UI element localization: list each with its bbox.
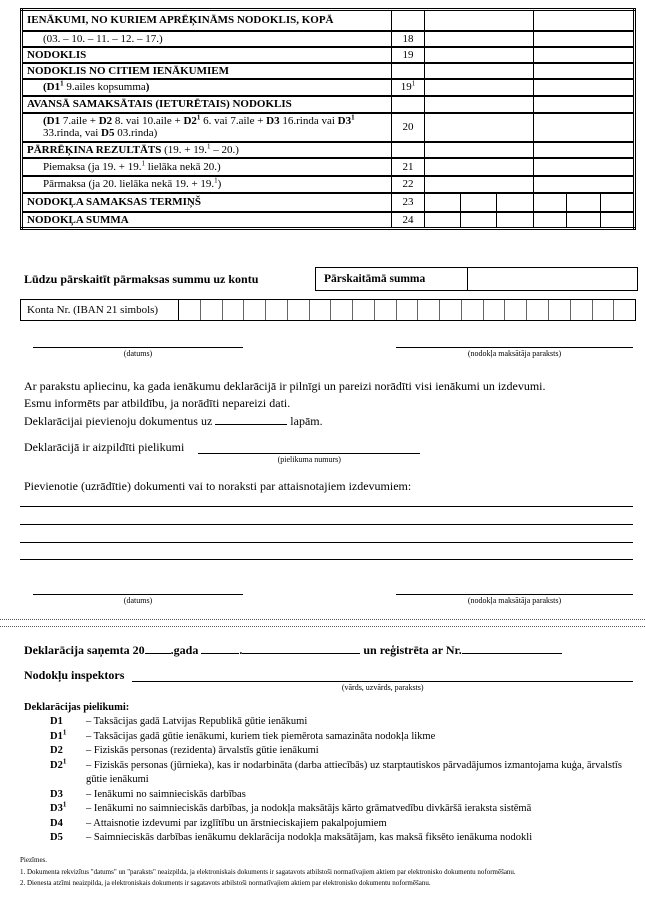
table-row xyxy=(22,47,635,63)
row-label: NODOKĻA SUMMA xyxy=(22,212,392,229)
annex-number-line[interactable] xyxy=(198,440,420,454)
iban-char-cell[interactable] xyxy=(484,300,506,320)
row-code: 19 xyxy=(392,47,425,63)
value-cell[interactable] xyxy=(534,158,635,176)
value-cell[interactable] xyxy=(425,96,534,113)
iban-char-cell[interactable] xyxy=(614,300,635,320)
annex-code: $D1^1$ xyxy=(50,728,67,742)
annex-item xyxy=(24,730,630,745)
received-day-blank[interactable] xyxy=(201,641,239,654)
transfer-amount-box xyxy=(315,267,638,291)
value-cell[interactable] xyxy=(534,212,567,229)
received-segment: .gada xyxy=(170,643,199,657)
iban-char-cell[interactable] xyxy=(179,300,201,320)
received-month-blank[interactable] xyxy=(242,641,360,654)
value-cell[interactable] xyxy=(425,142,534,158)
iban-row xyxy=(20,299,636,321)
value-cell[interactable] xyxy=(425,79,534,96)
annex-text: – Taksācijas gadā gūtie ienākumi, kuriem tiek piemērota samazināta nodokļa likme xyxy=(86,730,436,742)
declaration-received-row xyxy=(24,641,634,658)
value-cell[interactable] xyxy=(425,212,461,229)
iban-char-cell[interactable] xyxy=(244,300,266,320)
iban-char-cell[interactable] xyxy=(418,300,440,320)
table-row xyxy=(22,96,635,113)
writing-line[interactable] xyxy=(20,542,633,543)
value-cell[interactable] xyxy=(425,176,534,193)
annex-item xyxy=(24,817,630,832)
value-cell[interactable] xyxy=(534,176,635,193)
value-cell[interactable] xyxy=(425,113,534,142)
annex-code: D1 xyxy=(50,716,63,727)
value-cell[interactable] xyxy=(497,212,534,229)
row-code: 20 xyxy=(392,113,425,142)
annex-item xyxy=(24,831,630,846)
row-label: NODOKĻA SAMAKSAS TERMIŅŠ xyxy=(22,193,392,212)
perforation-line xyxy=(0,619,645,620)
writing-line[interactable] xyxy=(20,506,633,507)
value-cell[interactable] xyxy=(534,47,635,63)
annex-text: – Attaisnotie izdevumi par izglītību un ārstnieciskajiem pakalpojumiem xyxy=(86,817,387,829)
signature2-date-field xyxy=(33,584,243,605)
annex-list-heading: Deklarācijas pielikumi: xyxy=(24,702,130,713)
table-row xyxy=(22,31,635,47)
iban-char-cell[interactable] xyxy=(549,300,571,320)
row-label: (03. – 10. – 11. – 12. – 17.) xyxy=(22,31,392,47)
writing-line[interactable] xyxy=(20,559,633,560)
date-line[interactable] xyxy=(33,337,243,348)
value-cell[interactable] xyxy=(425,31,534,47)
annexes-filled-label: Deklarācijā ir aizpildīti pielikumi xyxy=(24,440,185,454)
iban-char-cell[interactable] xyxy=(397,300,419,320)
notes-section xyxy=(20,855,634,890)
inspector-label: Nodokļu inspektors xyxy=(24,668,125,682)
annex-code: D2 xyxy=(50,745,63,756)
writing-line[interactable] xyxy=(20,524,633,525)
table-row xyxy=(22,158,635,176)
annex-item xyxy=(24,759,630,788)
iban-char-cell[interactable] xyxy=(353,300,375,320)
annex-code: $D3^1$ xyxy=(50,800,67,814)
row-code: $19^1$ xyxy=(392,79,425,96)
annex-code: $D2^1$ xyxy=(50,757,67,771)
affirmation-line-1: Ar parakstu apliecinu, ka gada ienākumu deklarācijā ir pilnīgi un pareizi norādīti visi ienākumi un izdevumi. xyxy=(24,379,546,393)
annex-text: – Fiziskās personas (jūrnieka), kas ir nodarbināta (darba attiecībās) uz starptautiskos pārvadājumos izmantojama kuģa, ārvalstīs gūtie ienākumi xyxy=(86,759,622,785)
received-number-blank[interactable] xyxy=(462,641,562,654)
inspector-row xyxy=(24,668,633,692)
value-cell[interactable] xyxy=(534,193,567,212)
value-cell[interactable] xyxy=(425,10,534,31)
pages-count-blank[interactable] xyxy=(215,412,287,425)
signature-sign-field xyxy=(396,337,633,358)
inspector-hint: (vārds, uzvārds, paraksts) xyxy=(341,683,424,692)
date-hint: (datums) xyxy=(123,349,153,358)
table-row xyxy=(22,113,635,142)
signature-line[interactable] xyxy=(396,584,633,595)
attached-documents-heading: Pievienotie (uzrādītie) dokumenti vai to noraksti par attaisnotajiem izdevumiem: xyxy=(24,479,412,493)
note-item: 1. Dokumenta rekvizītus "datums" un "paraksts" neaizpilda, ja elektroniskais dokuments ir sagatavots atbilstoši normatīvajiem aktiem par elektronisko dokumentu noformēšanu. xyxy=(20,867,516,876)
iban-char-cell[interactable] xyxy=(223,300,245,320)
table-row xyxy=(22,176,635,193)
row-code: 21 xyxy=(392,158,425,176)
value-cell[interactable] xyxy=(567,193,601,212)
table-row xyxy=(22,10,635,31)
annex-number-hint: (pielikuma numurs) xyxy=(277,455,341,464)
signature-line[interactable] xyxy=(396,337,633,348)
date-hint: (datums) xyxy=(123,596,153,605)
annex-item xyxy=(24,744,630,759)
iban-char-cell[interactable] xyxy=(310,300,332,320)
iban-char-cell[interactable] xyxy=(331,300,353,320)
annex-item xyxy=(24,715,630,730)
row-code xyxy=(392,142,425,158)
iban-char-cell[interactable] xyxy=(440,300,462,320)
table-row xyxy=(22,142,635,158)
value-cell[interactable] xyxy=(601,212,635,229)
row-label: AVANSĀ SAMAKSĀTAIS (IETURĒTAIS) NODOKLIS xyxy=(22,96,392,113)
received-segment: Deklarācija saņemta 20 xyxy=(24,643,145,657)
iban-char-cell[interactable] xyxy=(288,300,310,320)
pages-suffix: lapām. xyxy=(290,414,323,428)
row-code xyxy=(392,63,425,79)
inspector-field xyxy=(132,668,633,692)
annex-text: – Ienākumi no saimnieciskās darbības xyxy=(86,788,246,800)
iban-char-cell[interactable] xyxy=(505,300,527,320)
tax-calculation-table xyxy=(20,8,636,230)
row-label: NODOKLIS xyxy=(22,47,392,63)
affirmation-line-2: Esmu informēts par atbildību, ja norādīti nepareizi dati. xyxy=(24,396,291,410)
affirmation-line-3 xyxy=(24,412,632,430)
received-segment: . xyxy=(239,643,243,657)
row-label: (D1 7.aile + D2 8. vai 10.aile + $D2^1$ 6. vai 7.aile + D3 16.rinda vai $D3^1$ 33.rinda, vai D5 03.rinda) xyxy=(22,113,392,142)
annex-text: – Taksācijas gadā Latvijas Republikā gūtie ienākumi xyxy=(86,716,308,727)
affirmation-paragraph xyxy=(24,378,632,430)
iban-char-cell[interactable] xyxy=(375,300,397,320)
value-cell[interactable] xyxy=(534,79,635,96)
signature-hint: (nodokļa maksātāja paraksts) xyxy=(467,596,562,605)
annex-item xyxy=(24,802,630,817)
value-cell[interactable] xyxy=(425,63,534,79)
value-cell[interactable] xyxy=(534,31,635,47)
annexes-filled-row xyxy=(24,440,420,464)
row-code: 24 xyxy=(392,212,425,229)
annex-code: D5 xyxy=(50,832,63,843)
transfer-request-label: Lūdzu pārskaitīt pārmaksas summu uz kontu xyxy=(24,272,259,286)
value-cell[interactable] xyxy=(497,193,534,212)
transfer-amount-field[interactable] xyxy=(468,268,637,290)
table-row xyxy=(22,63,635,79)
annex-text: – Ienākumi no saimnieciskās darbības, ja nodokļa maksātājs kārto grāmatvedību divkāršā ieraksta sistēmā xyxy=(86,803,532,814)
pages-prefix: Deklarācijai pievienoju dokumentus uz xyxy=(24,414,213,428)
iban-char-cell[interactable] xyxy=(527,300,549,320)
iban-char-cell[interactable] xyxy=(593,300,615,320)
value-cell[interactable] xyxy=(534,142,635,158)
signature-date-field xyxy=(33,337,243,358)
value-cell[interactable] xyxy=(567,212,601,229)
annexes-filled-field xyxy=(198,440,420,464)
row-code xyxy=(392,10,425,31)
value-cell[interactable] xyxy=(601,193,635,212)
value-cell[interactable] xyxy=(534,10,635,31)
value-cell[interactable] xyxy=(534,96,635,113)
row-label: IENĀKUMI, NO KURIEM APRĒĶINĀMS NODOKLIS, KOPĀ xyxy=(22,10,392,31)
value-cell[interactable] xyxy=(461,212,497,229)
signature2-sign-field xyxy=(396,584,633,605)
date-line[interactable] xyxy=(33,584,243,595)
iban-char-cell[interactable] xyxy=(266,300,288,320)
iban-cells xyxy=(179,300,635,320)
iban-char-cell[interactable] xyxy=(201,300,223,320)
value-cell[interactable] xyxy=(425,158,534,176)
note-item: 2. Dienesta atzīmi neaizpilda, ja elektroniskais dokuments ir sagatavots atbilstoši normatīvajiem aktiem par elektronisko dokumentu noformēšanu. xyxy=(20,879,431,887)
transfer-amount-label: Pārskaitāmā summa xyxy=(316,268,468,290)
row-code xyxy=(392,96,425,113)
table-row xyxy=(22,193,635,212)
row-code: 18 xyxy=(392,31,425,47)
value-cell[interactable] xyxy=(534,63,635,79)
row-label: ($D1^1$ 9.ailes kopsumma) xyxy=(22,79,392,96)
table-row xyxy=(22,212,635,229)
value-cell[interactable] xyxy=(461,193,497,212)
row-code: 22 xyxy=(392,176,425,193)
iban-label: Konta Nr. (IBAN 21 simbols) xyxy=(21,300,179,320)
value-cell[interactable] xyxy=(534,113,635,142)
row-label: Piemaksa (ja 19. + 19.$^1$ lielāka nekā 20.) xyxy=(22,158,392,176)
value-cell[interactable] xyxy=(425,193,461,212)
iban-char-cell[interactable] xyxy=(571,300,593,320)
row-label: PĀRRĒĶINA REZULTĀTS (19. + 19.$^1$ – 20.) xyxy=(22,142,392,158)
perforation-line xyxy=(0,626,645,627)
signature-hint: (nodokļa maksātāja paraksts) xyxy=(467,349,562,358)
iban-char-cell[interactable] xyxy=(462,300,484,320)
received-year-blank[interactable] xyxy=(145,641,171,654)
notes-heading: Piezīmes. xyxy=(20,856,48,864)
annex-code: D3 xyxy=(50,788,63,800)
annex-code: D4 xyxy=(50,817,63,829)
annex-list xyxy=(24,701,630,846)
table-row xyxy=(22,79,635,96)
received-segment: un reģistrēta ar Nr. xyxy=(363,643,462,657)
value-cell[interactable] xyxy=(425,47,534,63)
annex-text: – Fiziskās personas (rezidenta) ārvalstīs gūtie ienākumi xyxy=(86,745,319,756)
row-label: Pārmaksa (ja 20. lielāka nekā 19. + 19.$^1$) xyxy=(22,176,392,193)
annex-text: – Saimnieciskās darbības ienākumu deklarācija nodokļa maksātājam, kas maksā fiksēto ienākuma nodokli xyxy=(86,832,533,843)
annex-item xyxy=(24,788,630,803)
row-label: NODOKLIS NO CITIEM IENĀKUMIEM xyxy=(22,63,392,79)
inspector-line[interactable] xyxy=(132,668,633,682)
row-code: 23 xyxy=(392,193,425,212)
